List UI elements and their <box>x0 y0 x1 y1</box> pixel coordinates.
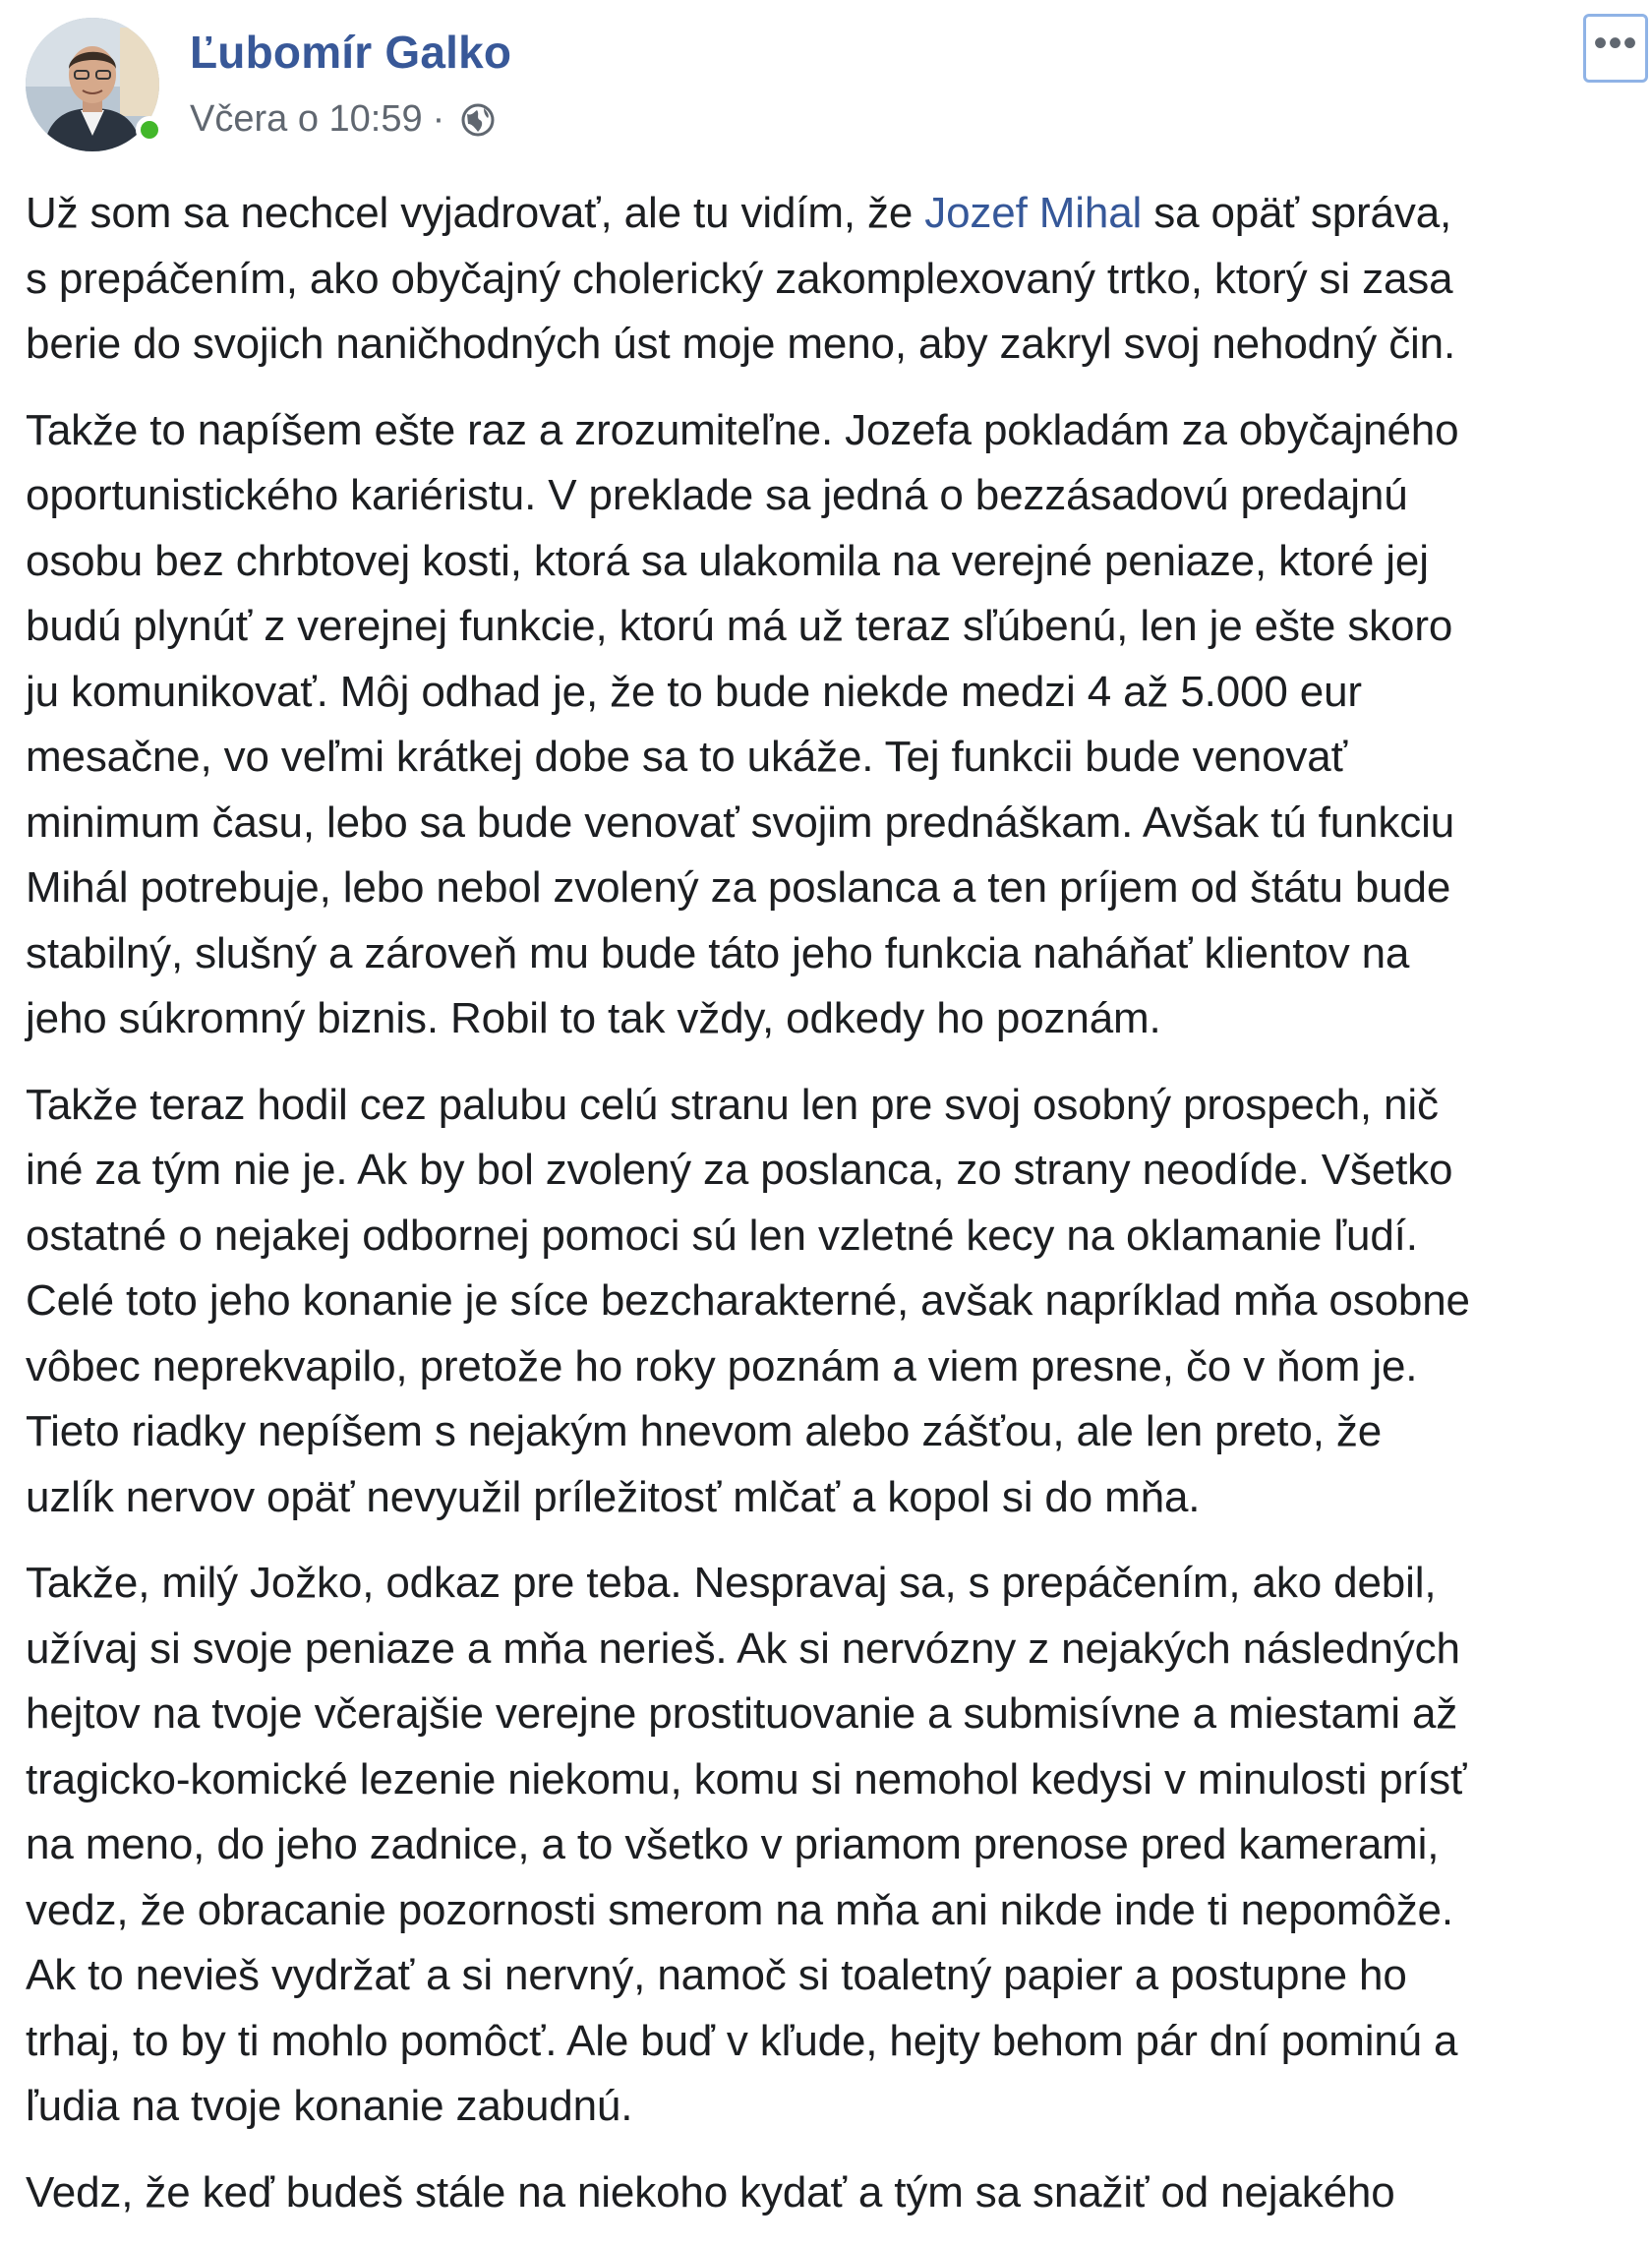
meta-separator: · <box>432 98 445 140</box>
mention-link-jozef-mihal[interactable]: Jozef Mihal <box>924 189 1143 237</box>
more-options-button[interactable] <box>1583 14 1648 83</box>
globe-icon[interactable] <box>458 100 498 140</box>
paragraph-1-text-after: sa opäť správa, s prepáčením, ako obyčajný cholerický zakomplexovaný trtko, ktorý si zasa berie do svojich naničhodných úst moje meno, aby zakryl svoj nehodný čin. <box>26 189 1456 368</box>
post-paragraph-1 <box>26 181 1638 378</box>
online-status-dot <box>136 116 163 144</box>
more-options-icon: ••• <box>1593 22 1638 65</box>
post-paragraph-5: Vedz, že keď budeš stále na niekoho kydať a tým sa snažiť od nejakého <box>26 2167 1395 2216</box>
post-paragraph-4: Takže, milý Jožko, odkaz pre teba. Nespravaj sa, s prepáčením, ako debil, užívaj si svoje peniaze a mňa nerieš. Ak si nervózny z nejakých následných hejtov na tvoje včerajšie verejne prostituovanie a submisívne a miestami až tragicko-komické lezenie niekomu, komu si nemohol kedysi v minulosti prísť na meno, do jeho zadnice, a to všetko v priamom prenose pred kamerami, vedz, že obracanie pozornosti smerom na mňa ani nikde inde ti nepomôže. Ak to nevieš vydržať a si nervný, namoč si toaletný papier a postupne ho trhaj, to by ti mohlo pomôcť. Ale buď v kľude, hejty behom pár dní pominú a ľudia na tvoje konanie zabudnú. <box>26 1559 1467 2130</box>
author-name-link[interactable]: Ľubomír Galko <box>190 27 512 78</box>
post-paragraph-3: Takže teraz hodil cez palubu celú stranu len pre svoj osobný prospech, nič iné za tým nie je. Ak by bol zvolený za poslanca, zo strany neodíde. Všetko ostatné o nejakej odbornej pomoci sú len vzletné kecy na oklamanie ľudí. Celé toto jeho konanie je síce bezcharakterné, avšak napríklad mňa osobne vôbec neprekvapilo, pretože ho roky poznám a viem presne, čo v ňom je. Tieto riadky nepíšem s nejakým hnevom alebo zášťou, ale len preto, že uzlík nervov opäť nevyužil príležitosť mlčať a kopol si do mňa. <box>26 1080 1470 1521</box>
post-header <box>0 0 1652 177</box>
post-paragraph-2: Takže to napíšem ešte raz a zrozumiteľne. Jozefa pokladám za obyčajného oportunistického kariéristu. V preklade sa jedná o bezzásadovú predajnú osobu bez chrbtovej kosti, ktorá sa ulakomila na verejné peniaze, ktoré jej budú plynúť z verejnej funkcie, ktorú má už teraz sľúbenú, len je ešte skoro ju komunikovať. Môj odhad je, že to bude niekde medzi 4 až 5.000 eur mesačne, vo veľmi krátkej dobe sa to ukáže. Tej funkcii bude venovať minimum času, lebo sa bude venovať svojim prednáškam. Avšak tú funkciu Mihál potrebuje, lebo nebol zvolený za poslanca a ten príjem od štátu bude stabilný, slušný a zároveň mu bude táto jeho funkcia naháňať klientov na jeho súkromný biznis. Robil to tak vždy, odkedy ho poznám. <box>26 405 1459 1042</box>
paragraph-1-text-before: Už som sa nechcel vyjadrovať, ale tu vidím, že <box>26 189 925 237</box>
post-timestamp[interactable]: Včera o 10:59 <box>190 98 423 140</box>
post-text <box>26 181 1638 2246</box>
post-meta <box>190 98 498 141</box>
